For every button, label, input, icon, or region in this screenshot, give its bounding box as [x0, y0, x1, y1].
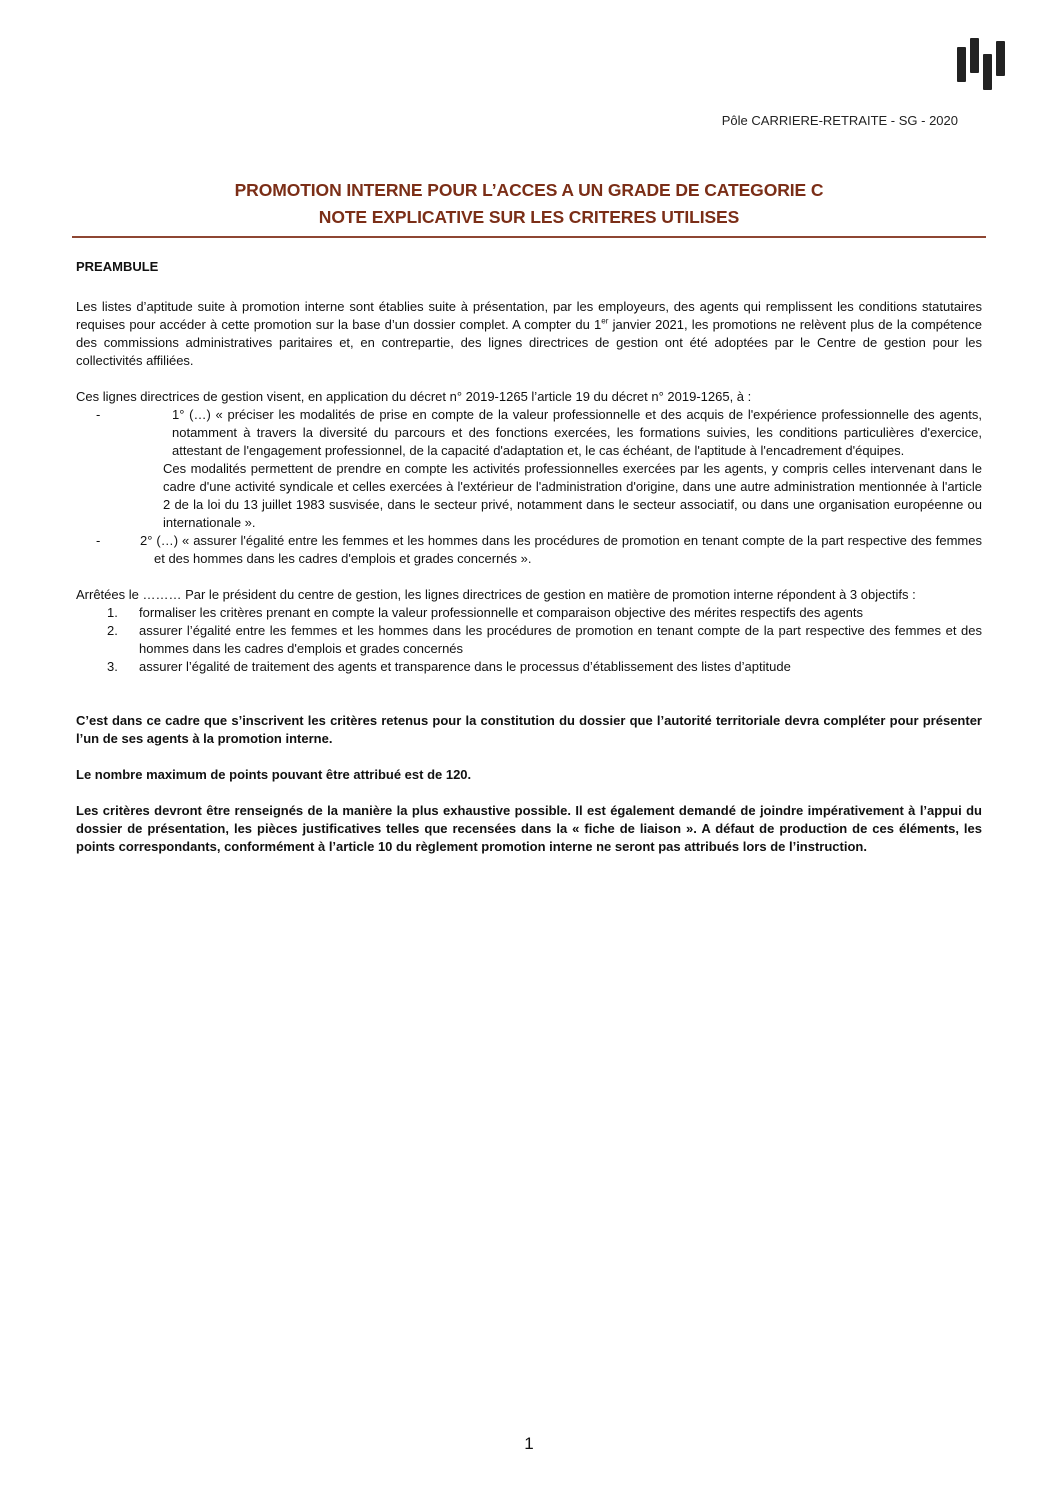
paragraph-objectifs: Arrêtées le ……… Par le président du centre de gestion, les lignes directrices de gestion en matière de promotion interne répondent à 3 objectifs :	[76, 587, 916, 602]
paragraph-max-points: Le nombre maximum de points pouvant être attribué est de 120.	[76, 767, 472, 782]
list-item	[76, 658, 982, 676]
objective-text: formaliser les critères prenant en compte la valeur professionnelle et comparaison objective des mérites respectifs des agents	[139, 605, 864, 620]
list-item	[76, 622, 982, 658]
paragraph-intro-text-a: Les listes d’aptitude suite à promotion interne sont établies suite à présentation, par les employeurs, des agents qui remplissent les conditions statutaires requises pour accéder à cette promotion sur la base d’un dossier complet. A compter du 1	[76, 299, 982, 332]
objective-number: 2.	[107, 623, 118, 638]
bullet-marker: -	[96, 407, 101, 422]
title-line-2: NOTE EXPLICATIVE SUR LES CRITERES UTILISES	[318, 207, 740, 227]
paragraph-lignes-directrices: Ces lignes directrices de gestion visent, en application du décret n° 2019-1265 l’article 19 du décret n° 2019-1265, à :	[76, 389, 752, 404]
objective-number: 1.	[107, 605, 118, 620]
paragraph-criteres: Les critères devront être renseignés de la manière la plus exhaustive possible. Il est également demandé de joindre impérativement à l’appui du dossier de présentation, les pièces justificatives telles que recensées dans la « fiche de liaison ». A défaut de production de ces éléments, les points correspondants, conformément à l’article 10 du règlement promotion interne ne seront pas attribués lors de l’instruction.	[76, 803, 982, 854]
objective-text: assurer l’égalité de traitement des agents et transparence dans le processus d’établissement des listes d’aptitude	[139, 659, 791, 674]
document-body	[76, 258, 982, 856]
list-item	[76, 406, 982, 532]
superscript-er: er	[601, 316, 609, 326]
bars-logo-icon	[957, 38, 1009, 90]
header-reference: Pôle CARRIERE-RETRAITE - SG - 2020	[721, 113, 958, 128]
title-line-1: PROMOTION INTERNE POUR L’ACCES A UN GRADE DE CATEGORIE C	[234, 180, 824, 200]
bullet-marker: -	[96, 533, 101, 548]
objectives-list	[76, 604, 982, 676]
title-divider	[72, 236, 986, 238]
section-heading-preambule: PREAMBULE	[76, 259, 159, 274]
paragraph-cadre: C’est dans ce cadre que s’inscrivent les critères retenus pour la constitution du dossier que l’autorité territoriale devra compléter pour présenter l’un de ses agents à la promotion interne.	[76, 713, 982, 746]
bullet-text-2: 2° (…) « assurer l'égalité entre les femmes et les hommes dans les procédures de promotion en tenant compte de la part respective des femmes et des hommes dans les cadres d'emplois et grades concernés ».	[140, 533, 982, 566]
bullet-continuation: Ces modalités permettent de prendre en compte les activités professionnelles exercées par les agents, y compris celles intervenant dans le cadre d'une activité syndicale et celles exercées à l'extérieur de l'administration d'origine, dans une autre administration mentionnée à l'article 2 de la loi du 13 juillet 1983 susvisée, dans le secteur privé, notamment dans le secteur associatif, ou dans une organisation européenne ou internationale ».	[163, 461, 982, 530]
list-item	[76, 532, 982, 568]
objective-text: assurer l’égalité entre les femmes et les hommes dans les procédures de promotion en tenant compte de la part respective des femmes et des hommes dans les cadres d'emplois et grades concernés	[139, 623, 982, 656]
document-title	[72, 177, 986, 231]
paragraph-intro-text-b: janvier 2021, les promotions ne relèvent plus de la compétence des commissions administratives paritaires et, en contrepartie, des lignes directrices de gestion ont été adoptées par le Centre de gestion pour les collectivités affiliées.	[76, 317, 982, 368]
bullet-text-1: 1° (…) « préciser les modalités de prise en compte de la valeur professionnelle et des acquis de l'expérience professionnelle des agents, notamment à travers la diversité du parcours et des fonctions exercées, les formations suivies, les conditions particulières d'exercice, attestant de l'engagement professionnel, de la capacité d'adaptation et, le cas échéant, de l'aptitude à l'encadrement d'équipes.	[172, 407, 982, 458]
objective-number: 3.	[107, 659, 118, 674]
list-item	[76, 604, 982, 622]
page-number: 1	[524, 1434, 534, 1453]
bullet-text	[140, 406, 982, 460]
paragraph-intro	[76, 298, 982, 370]
